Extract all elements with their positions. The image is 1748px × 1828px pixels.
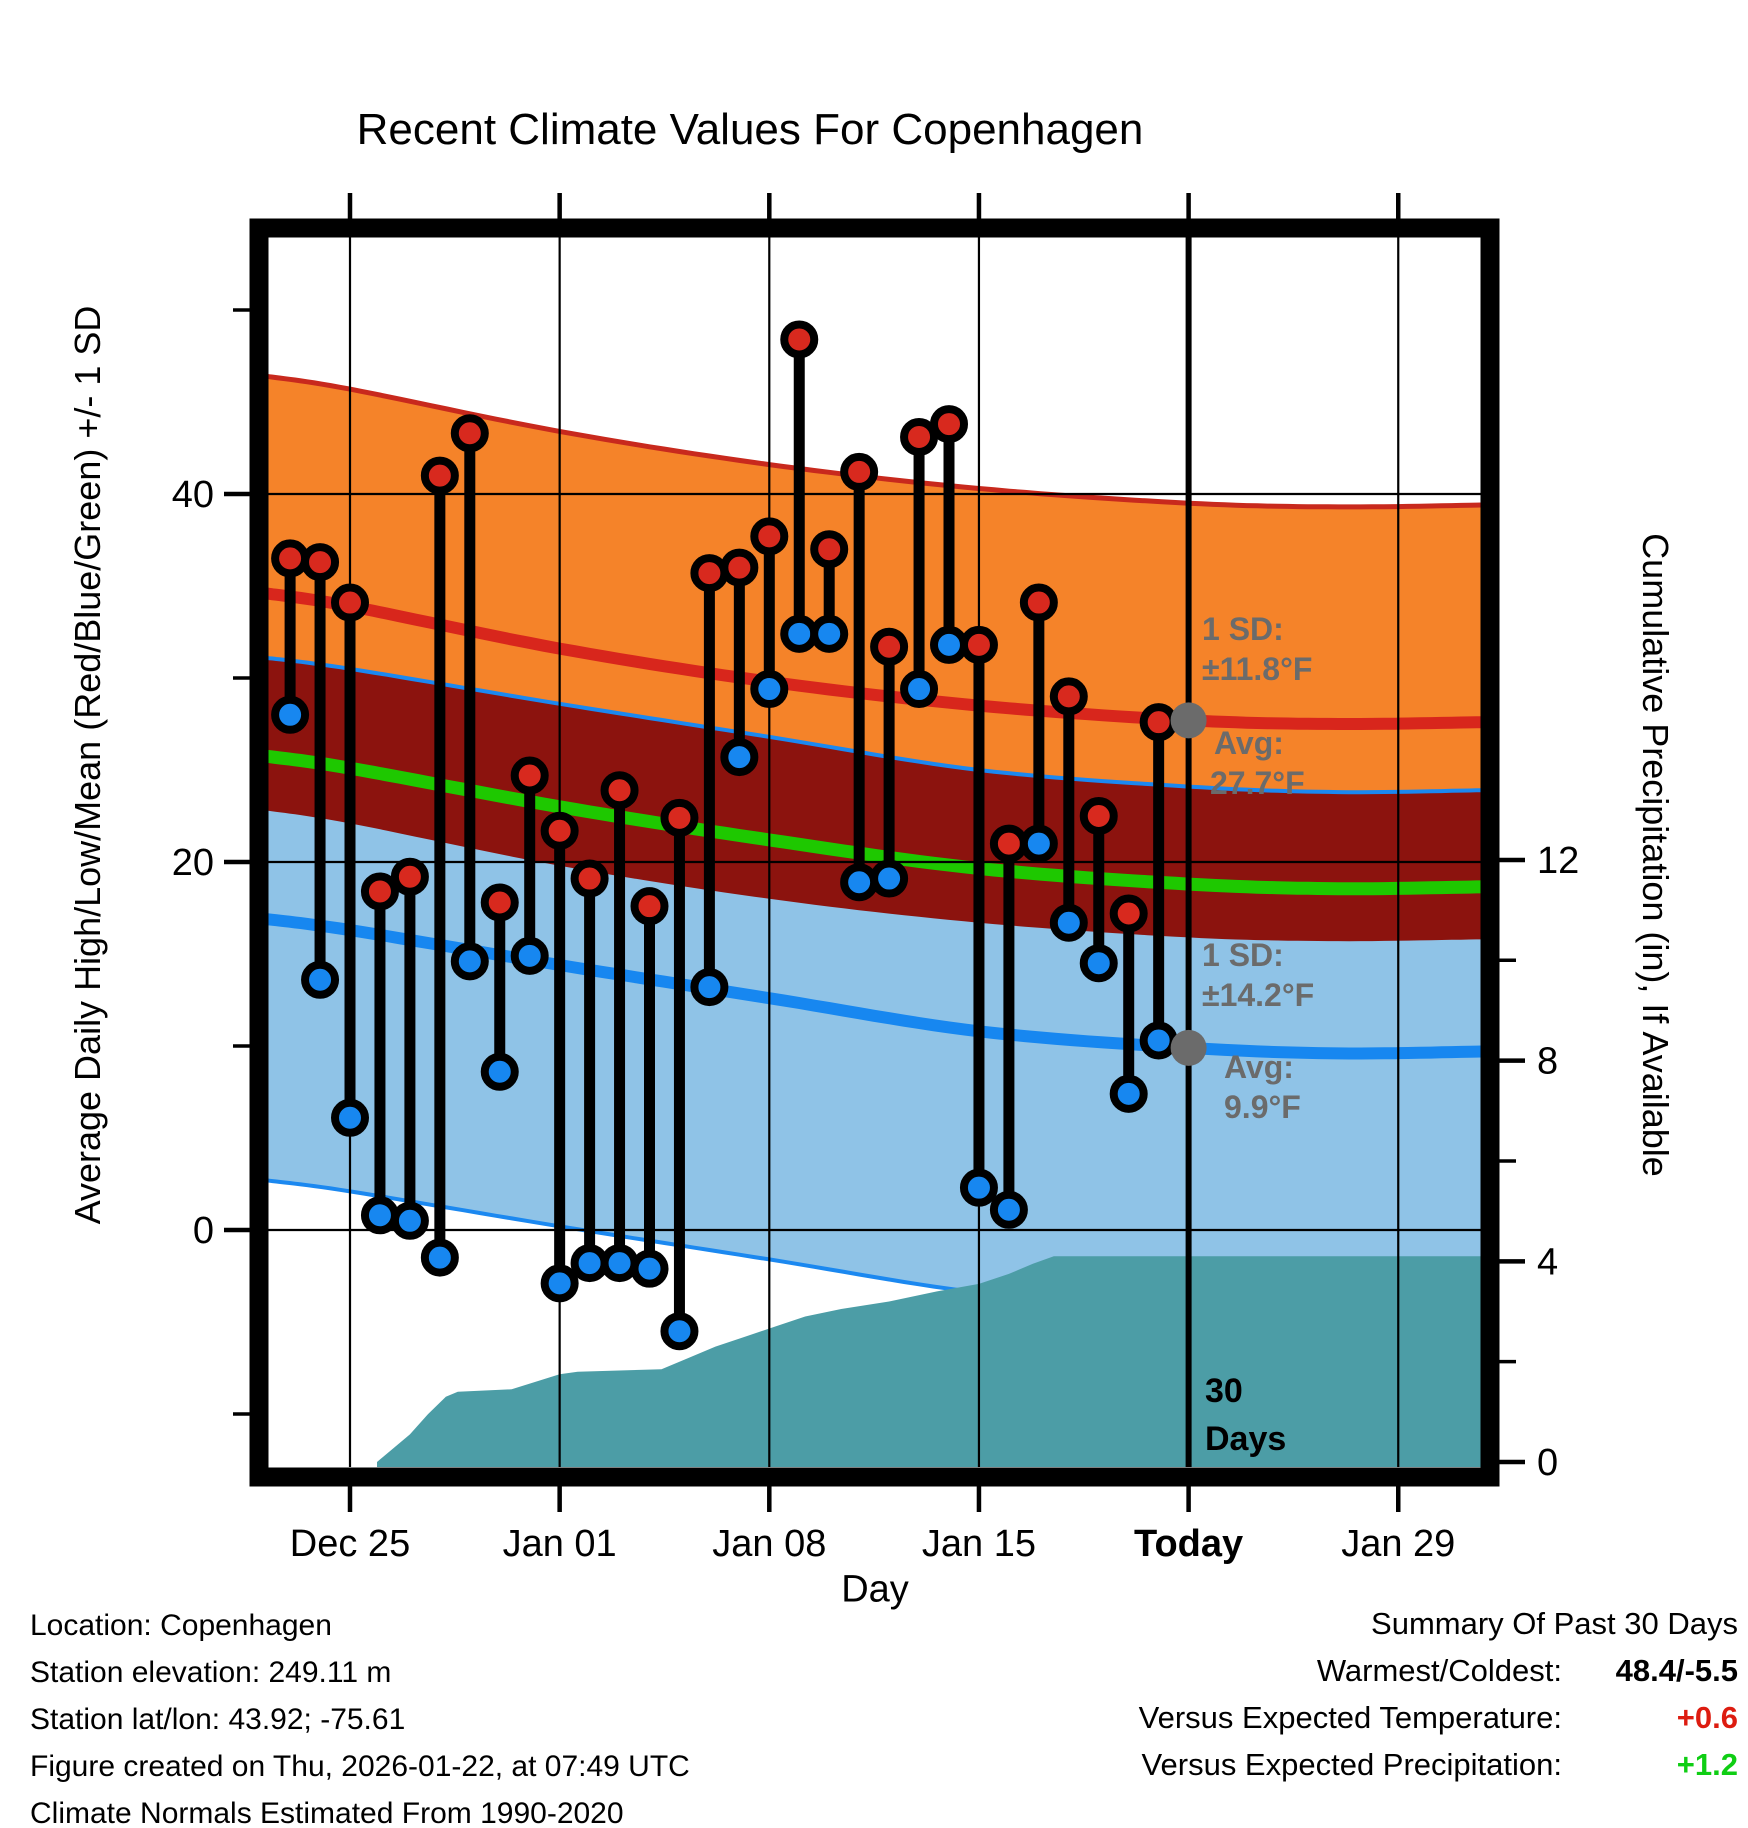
svg-text:Dec 25: Dec 25: [289, 1523, 411, 1565]
plot-area: [266, 237, 1482, 1467]
high-dot: [664, 803, 694, 833]
low-dot: [724, 742, 754, 772]
svg-text:12: 12: [1537, 839, 1580, 882]
high-dot: [605, 775, 635, 805]
high-dot: [904, 422, 934, 452]
low-dot: [664, 1316, 694, 1346]
high-dot: [635, 891, 665, 921]
low-dot: [814, 619, 844, 649]
summary-row-vs-temperature: [1139, 1694, 1738, 1741]
svg-text:8: 8: [1537, 1040, 1559, 1083]
summary-row-vs-precipitation: [1139, 1741, 1738, 1788]
high-dot: [305, 547, 335, 577]
high-dot: [365, 876, 395, 906]
y-axis-title-left: Average Daily High/Low/Mean (Red/Blue/Green) +/- 1 SD: [67, 305, 108, 1225]
svg-text:30: 30: [1205, 1372, 1243, 1410]
summary-title: Summary Of Past 30 Days: [1371, 1606, 1738, 1641]
summary-label-warmest-coldest: Warmest/Coldest:: [1316, 1653, 1562, 1688]
svg-text:±14.2°F: ±14.2°F: [1202, 977, 1315, 1013]
high-dot: [275, 543, 305, 573]
high-dot: [724, 553, 754, 583]
svg-text:40: 40: [171, 474, 214, 516]
svg-text:9.9°F: 9.9°F: [1224, 1089, 1301, 1125]
low-dot: [934, 630, 964, 660]
svg-text:Jan 08: Jan 08: [712, 1523, 827, 1565]
station-location: Location: Copenhagen: [30, 1609, 332, 1642]
high-dot: [784, 324, 814, 354]
high-dot: [814, 534, 844, 564]
svg-text:Today: Today: [1134, 1523, 1244, 1565]
high-dot: [994, 829, 1024, 859]
svg-text:1 SD:: 1 SD:: [1202, 937, 1284, 973]
x-axis-title: Day: [841, 1568, 909, 1611]
high-dot: [694, 558, 724, 588]
high-dot: [844, 457, 874, 487]
svg-text:20: 20: [171, 842, 214, 884]
summary-value-vs-precipitation: +1.2: [1676, 1747, 1738, 1782]
svg-text:Avg:: Avg:: [1214, 725, 1284, 761]
low-dot: [305, 965, 335, 995]
low-dot: [455, 946, 485, 976]
station-elevation: Station elevation: 249.11 m: [30, 1656, 392, 1689]
summary-label-vs-precipitation: Versus Expected Precipitation:: [1141, 1747, 1562, 1782]
high-dot: [754, 521, 784, 551]
summary-value-warmest-coldest: 48.4/-5.5: [1615, 1653, 1738, 1688]
high-dot: [455, 418, 485, 448]
low-dot: [395, 1206, 425, 1236]
high-dot: [545, 816, 575, 846]
figure-created: Figure created on Thu, 2026-01-22, at 07:49 UTC: [30, 1750, 690, 1783]
high-dot: [575, 864, 605, 894]
y-axis-title-right: Cumulative Precipitation (in), If Available: [1635, 533, 1676, 1177]
chart-title: Recent Climate Values For Copenhagen: [356, 105, 1144, 154]
low-dot: [485, 1057, 515, 1087]
low-dot: [964, 1173, 994, 1203]
low-dot: [1024, 829, 1054, 859]
low-dot: [1054, 908, 1084, 938]
summary-label-vs-temperature: Versus Expected Temperature:: [1138, 1700, 1562, 1735]
summary-panel: [1139, 1600, 1738, 1788]
low-dot: [1114, 1079, 1144, 1109]
station-latlon: Station lat/lon: 43.92; -75.61: [30, 1703, 406, 1736]
svg-text:±11.8°F: ±11.8°F: [1202, 651, 1313, 687]
high-dot: [335, 588, 365, 618]
svg-text:1 SD:: 1 SD:: [1202, 611, 1284, 647]
low-dot: [425, 1243, 455, 1273]
svg-text:Jan 01: Jan 01: [502, 1523, 617, 1565]
normals-period: Climate Normals Estimated From 1990-2020: [30, 1797, 624, 1828]
low-dot: [1144, 1025, 1174, 1055]
low-avg-marker: [1171, 1030, 1207, 1066]
low-dot: [545, 1268, 575, 1298]
high-dot: [1024, 588, 1054, 618]
low-dot: [904, 674, 934, 704]
svg-text:0: 0: [192, 1210, 214, 1252]
high-dot: [874, 632, 904, 662]
low-dot: [515, 941, 545, 971]
low-dot: [844, 867, 874, 897]
high-dot: [1144, 707, 1174, 737]
low-dot: [784, 619, 814, 649]
high-dot: [964, 630, 994, 660]
svg-text:Avg:: Avg:: [1224, 1049, 1294, 1085]
low-dot: [874, 864, 904, 894]
low-dot: [605, 1248, 635, 1278]
high-dot: [485, 887, 515, 917]
station-info: [30, 1602, 690, 1828]
summary-row-warmest-coldest: [1139, 1647, 1738, 1694]
low-dot: [635, 1254, 665, 1284]
low-dot: [994, 1195, 1024, 1225]
high-avg-marker: [1171, 702, 1207, 738]
low-dot: [575, 1248, 605, 1278]
svg-text:4: 4: [1537, 1241, 1559, 1284]
high-dot: [934, 409, 964, 439]
low-dot: [335, 1103, 365, 1133]
high-dot: [425, 461, 455, 491]
low-dot: [1084, 948, 1114, 978]
high-dot: [515, 761, 545, 791]
svg-text:Jan 15: Jan 15: [921, 1523, 1036, 1565]
summary-value-vs-temperature: +0.6: [1676, 1700, 1738, 1735]
high-dot: [1054, 681, 1084, 711]
svg-text:Days: Days: [1205, 1420, 1287, 1458]
high-dot: [395, 862, 425, 892]
low-dot: [275, 700, 305, 730]
high-dot: [1114, 899, 1144, 929]
svg-text:27.7°F: 27.7°F: [1210, 765, 1305, 801]
svg-text:0: 0: [1537, 1442, 1559, 1484]
high-dot: [1084, 801, 1114, 831]
low-dot: [365, 1200, 395, 1230]
svg-text:Jan 29: Jan 29: [1341, 1523, 1456, 1565]
low-dot: [754, 674, 784, 704]
low-dot: [694, 972, 724, 1002]
